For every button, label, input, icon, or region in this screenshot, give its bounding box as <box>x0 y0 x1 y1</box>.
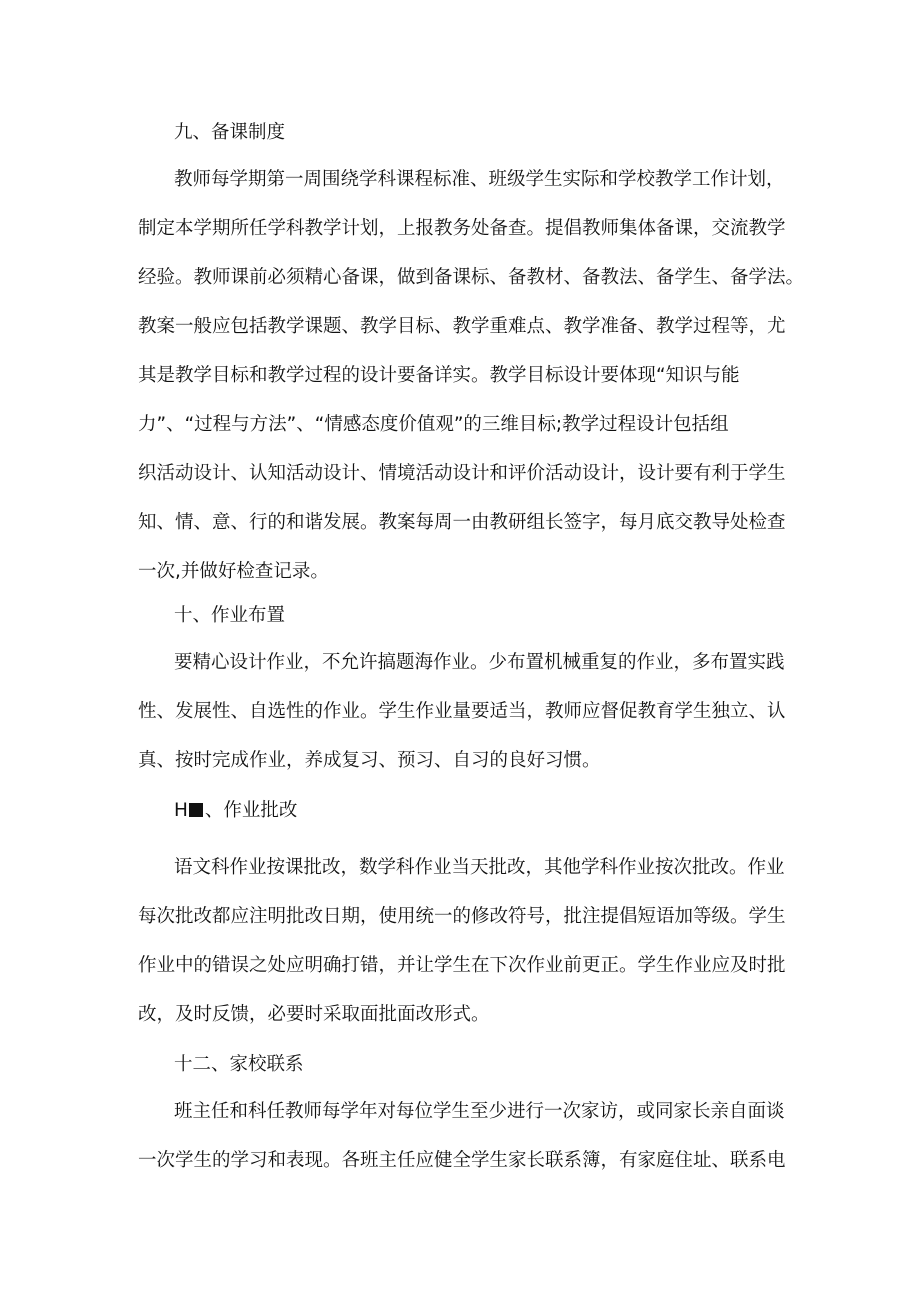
section-heading-home-school-contact: 十二、家校联系 <box>174 1054 304 1075</box>
text-line: 制定本学期所任学科教学计划，上报教务处备查。提倡教师集体备课，交流教学 <box>138 218 786 239</box>
paragraph-lesson-prep <box>138 165 805 606</box>
text-line: 要精心设计作业，不允许搞题海作业。少布置机械重复的作业，多布置实践 <box>174 652 785 673</box>
heading-prefix: H <box>174 800 188 821</box>
text-line: 真、按时完成作业，养成复习、预习、自习的良好习惯。 <box>138 750 601 771</box>
text-line: 班主任和科任教师每学年对每位学生至少进行一次家访，或同家长亲自面谈 <box>174 1101 785 1122</box>
text-line: 一次学生的学习和表现。各班主任应健全学生家长联系簿，有家庭住址、联系电 <box>138 1150 786 1171</box>
section-heading-homework-grading <box>174 796 297 826</box>
section-heading-homework-assignment: 十、作业布置 <box>174 605 286 626</box>
black-square-glyph-icon <box>189 803 203 817</box>
paragraph-homework-grading <box>138 853 788 1049</box>
text-line: 性、发展性、自选性的作业。学生作业量要适当，教师应督促教育学生独立、认 <box>138 701 786 722</box>
text-line: 经验。教师课前必须精心备课，做到备课标、备教材、备教法、备学生、备学法。 <box>138 267 805 288</box>
text-line: 改，及时反馈，必要时采取面批面改形式。 <box>138 1004 490 1025</box>
text-line: 教案一般应包括教学课题、教学目标、教学重难点、教学准备、教学过程等，尤 <box>138 316 786 337</box>
section-heading-lesson-prep: 九、备课制度 <box>174 122 286 143</box>
text-line: 知、情、意、行的和谐发展。教案每周一由教研组长签字，每月底交教导处检查 <box>138 512 786 533</box>
text-line: 其是教学目标和教学过程的设计要备详实。教学目标设计要体现“知识与能 <box>138 365 740 386</box>
text-line: 织活动设计、认知活动设计、情境活动设计和评价活动设计，设计要有利于学生 <box>138 463 786 484</box>
text-line: 每次批改都应注明批改日期，使用统一的修改符号，批注提倡短语加等级。学生 <box>138 906 786 927</box>
text-line: 一次,并做好检查记录。 <box>138 561 329 582</box>
paragraph-home-school-contact <box>138 1097 788 1195</box>
heading-suffix: 、作业批改 <box>204 800 298 821</box>
text-line: 教师每学期第一周围绕学科课程标准、班级学生实际和学校教学工作计划， <box>174 169 785 190</box>
text-line: 力”、“过程与方法”、“情感态度价值观”的三维目标;教学过程设计包括组 <box>138 414 729 435</box>
text-line: 语文科作业按课批改，数学科作业当天批改，其他学科作业按次批改。作业 <box>174 857 785 878</box>
text-line: 作业中的错误之处应明确打错，并让学生在下次作业前更正。学生作业应及时批 <box>138 955 786 976</box>
paragraph-homework-assignment <box>138 648 788 795</box>
